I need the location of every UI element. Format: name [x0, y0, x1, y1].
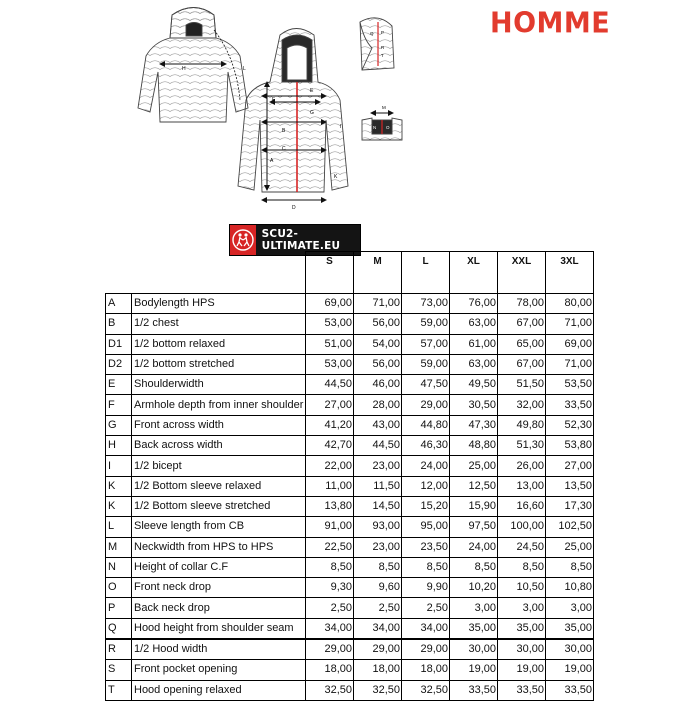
measure-value: 3,00 — [498, 598, 546, 618]
svg-text:Q: Q — [370, 31, 374, 36]
table-row — [106, 557, 594, 577]
measure-code: E — [106, 375, 132, 395]
measure-value: 8,50 — [450, 557, 498, 577]
measure-value: 71,00 — [546, 314, 594, 334]
measure-value: 13,50 — [546, 476, 594, 496]
measure-code: K — [106, 496, 132, 516]
measure-code: H — [106, 436, 132, 456]
measure-value: 18,00 — [402, 660, 450, 680]
measure-code: L — [106, 517, 132, 537]
measure-value: 29,00 — [354, 639, 402, 660]
measure-value: 12,50 — [450, 476, 498, 496]
svg-text:M: M — [382, 105, 386, 110]
measure-value: 19,00 — [498, 660, 546, 680]
header-empty-cell — [106, 252, 132, 294]
measure-value: 32,00 — [498, 395, 546, 415]
table-row — [106, 334, 594, 354]
measure-value: 8,50 — [498, 557, 546, 577]
measure-value: 32,50 — [402, 680, 450, 700]
measure-label: 1/2 bottom relaxed — [132, 334, 306, 354]
measure-value: 18,00 — [306, 660, 354, 680]
measure-value: 100,00 — [498, 517, 546, 537]
measure-value: 35,00 — [498, 618, 546, 639]
measure-value: 2,50 — [306, 598, 354, 618]
table-row — [106, 476, 594, 496]
table-row — [106, 415, 594, 435]
measure-value: 8,50 — [546, 557, 594, 577]
measure-value: 10,50 — [498, 578, 546, 598]
measure-value: 61,00 — [450, 334, 498, 354]
measure-value: 30,00 — [450, 639, 498, 660]
measure-code: Q — [106, 618, 132, 639]
measure-value: 2,50 — [402, 598, 450, 618]
table-row — [106, 598, 594, 618]
brand-logo-text: SCU2-ULTIMATE.EU — [261, 228, 341, 252]
measure-value: 15,90 — [450, 496, 498, 516]
measure-value: 95,00 — [402, 517, 450, 537]
measure-value: 56,00 — [354, 314, 402, 334]
measure-value: 19,00 — [450, 660, 498, 680]
size-header-l: L — [402, 252, 450, 294]
size-header-xxl: XXL — [498, 252, 546, 294]
measure-value: 53,80 — [546, 436, 594, 456]
measure-value: 24,00 — [402, 456, 450, 476]
measure-label: Bodylength HPS — [132, 294, 306, 314]
measure-value: 49,80 — [498, 415, 546, 435]
measure-code: M — [106, 537, 132, 557]
measure-value: 28,00 — [354, 395, 402, 415]
measure-code: R — [106, 639, 132, 660]
measure-value: 59,00 — [402, 314, 450, 334]
svg-text:G: G — [310, 110, 314, 116]
svg-text:N: N — [373, 125, 377, 130]
measure-value: 18,00 — [354, 660, 402, 680]
measure-value: 23,50 — [402, 537, 450, 557]
measure-value: 2,50 — [354, 598, 402, 618]
measure-value: 71,00 — [354, 294, 402, 314]
measure-value: 69,00 — [546, 334, 594, 354]
measure-value: 23,00 — [354, 537, 402, 557]
measure-value: 27,00 — [306, 395, 354, 415]
measure-label: Front neck drop — [132, 578, 306, 598]
size-header-m: M — [354, 252, 402, 294]
measure-value: 93,00 — [354, 517, 402, 537]
measure-value: 67,00 — [498, 314, 546, 334]
measure-value: 22,50 — [306, 537, 354, 557]
measure-value: 73,00 — [402, 294, 450, 314]
measure-value: 71,00 — [546, 354, 594, 374]
measure-value: 9,30 — [306, 578, 354, 598]
measure-value: 67,00 — [498, 354, 546, 374]
svg-text:P: P — [381, 30, 385, 35]
measure-value: 46,00 — [354, 375, 402, 395]
svg-text:R: R — [381, 45, 385, 50]
table-row — [106, 639, 594, 660]
measure-value: 57,00 — [402, 334, 450, 354]
measure-label: Hood opening relaxed — [132, 680, 306, 700]
measure-value: 97,50 — [450, 517, 498, 537]
measure-value: 59,00 — [402, 354, 450, 374]
measure-value: 41,20 — [306, 415, 354, 435]
measure-value: 25,00 — [450, 456, 498, 476]
measure-label: 1/2 Hood width — [132, 639, 306, 660]
measure-label: Sleeve length from CB — [132, 517, 306, 537]
measure-label: 1/2 bottom stretched — [132, 354, 306, 374]
measure-value: 80,00 — [546, 294, 594, 314]
measure-value: 42,70 — [306, 436, 354, 456]
measure-value: 8,50 — [306, 557, 354, 577]
measure-value: 53,50 — [546, 375, 594, 395]
measure-label: Front pocket opening — [132, 660, 306, 680]
measure-value: 35,00 — [450, 618, 498, 639]
measure-value: 32,50 — [306, 680, 354, 700]
measure-code: N — [106, 557, 132, 577]
measure-value: 34,00 — [306, 618, 354, 639]
svg-text:A: A — [270, 158, 274, 164]
svg-text:F: F — [272, 97, 276, 103]
measure-label: 1/2 Bottom sleeve relaxed — [132, 476, 306, 496]
measure-value: 12,00 — [402, 476, 450, 496]
measure-value: 32,50 — [354, 680, 402, 700]
measure-value: 29,00 — [402, 639, 450, 660]
measure-value: 8,50 — [354, 557, 402, 577]
measure-label: Shoulderwidth — [132, 375, 306, 395]
measure-value: 46,30 — [402, 436, 450, 456]
measure-value: 30,00 — [498, 639, 546, 660]
measure-value: 54,00 — [354, 334, 402, 354]
measure-value: 17,30 — [546, 496, 594, 516]
measure-value: 51,00 — [306, 334, 354, 354]
measure-value: 47,50 — [402, 375, 450, 395]
measure-value: 34,00 — [354, 618, 402, 639]
measure-label: Front across width — [132, 415, 306, 435]
measure-value: 11,50 — [354, 476, 402, 496]
svg-text:I: I — [340, 124, 342, 130]
measure-value: 63,00 — [450, 354, 498, 374]
table-row — [106, 618, 594, 639]
measure-value: 16,60 — [498, 496, 546, 516]
measure-value: 56,00 — [354, 354, 402, 374]
measure-value: 51,50 — [498, 375, 546, 395]
measure-value: 13,80 — [306, 496, 354, 516]
measure-value: 14,50 — [354, 496, 402, 516]
table-row — [106, 354, 594, 374]
measure-code: G — [106, 415, 132, 435]
table-row — [106, 660, 594, 680]
table-row — [106, 537, 594, 557]
measure-value: 15,20 — [402, 496, 450, 516]
measure-value: 3,00 — [450, 598, 498, 618]
measure-value: 65,00 — [498, 334, 546, 354]
table-row — [106, 395, 594, 415]
measure-value: 29,00 — [402, 395, 450, 415]
measure-code: D1 — [106, 334, 132, 354]
measure-code: A — [106, 294, 132, 314]
measure-code: D2 — [106, 354, 132, 374]
measure-value: 22,00 — [306, 456, 354, 476]
front-view — [238, 29, 348, 193]
measure-value: 24,50 — [498, 537, 546, 557]
measure-value: 10,80 — [546, 578, 594, 598]
measure-value: 33,50 — [546, 680, 594, 700]
measure-value: 53,00 — [306, 314, 354, 334]
measure-label: Height of collar C.F — [132, 557, 306, 577]
svg-text:D: D — [292, 205, 296, 211]
measure-label: Hood height from shoulder seam — [132, 618, 306, 639]
measure-value: 49,50 — [450, 375, 498, 395]
table-row — [106, 517, 594, 537]
measure-code: K — [106, 476, 132, 496]
page-title: HOMME — [490, 7, 611, 40]
table-row — [106, 294, 594, 314]
svg-text:B: B — [282, 128, 286, 134]
measure-value: 27,00 — [546, 456, 594, 476]
measure-label: 1/2 chest — [132, 314, 306, 334]
measure-value: 25,00 — [546, 537, 594, 557]
back-view — [138, 8, 248, 123]
measure-value: 35,00 — [546, 618, 594, 639]
measure-value: 24,00 — [450, 537, 498, 557]
measure-value: 44,80 — [402, 415, 450, 435]
svg-text:L: L — [243, 66, 246, 72]
measure-label: Neckwidth from HPS to HPS — [132, 537, 306, 557]
size-header-s: S — [306, 252, 354, 294]
table-row — [106, 375, 594, 395]
measure-value: 13,00 — [498, 476, 546, 496]
measure-label: Armhole depth from inner shoulder — [132, 395, 306, 415]
measure-label: 1/2 Bottom sleeve stretched — [132, 496, 306, 516]
measure-value: 63,00 — [450, 314, 498, 334]
measure-value: 30,50 — [450, 395, 498, 415]
measure-value: 91,00 — [306, 517, 354, 537]
svg-text:O: O — [386, 125, 390, 130]
measure-value: 51,30 — [498, 436, 546, 456]
measure-value: 10,20 — [450, 578, 498, 598]
size-chart-table — [105, 251, 594, 701]
measure-code: P — [106, 598, 132, 618]
measure-value: 8,50 — [402, 557, 450, 577]
measure-value: 11,00 — [306, 476, 354, 496]
svg-text:K: K — [334, 174, 338, 180]
measure-label: Back neck drop — [132, 598, 306, 618]
svg-text:H: H — [182, 66, 186, 72]
measure-label: 1/2 bicept — [132, 456, 306, 476]
measure-value: 33,50 — [450, 680, 498, 700]
measure-value: 19,00 — [546, 660, 594, 680]
measure-value: 30,00 — [546, 639, 594, 660]
measure-value: 3,00 — [546, 598, 594, 618]
measure-code: O — [106, 578, 132, 598]
table-row — [106, 680, 594, 700]
table-row — [106, 314, 594, 334]
measure-code: T — [106, 680, 132, 700]
svg-text:C: C — [282, 146, 286, 152]
measure-value: 102,50 — [546, 517, 594, 537]
table-row — [106, 578, 594, 598]
measure-code: S — [106, 660, 132, 680]
svg-text:E: E — [310, 88, 314, 94]
measure-value: 33,50 — [498, 680, 546, 700]
measure-code: F — [106, 395, 132, 415]
size-header-row — [106, 252, 594, 294]
measure-value: 33,50 — [546, 395, 594, 415]
measure-value: 34,00 — [402, 618, 450, 639]
measure-value: 48,80 — [450, 436, 498, 456]
measure-value: 44,50 — [354, 436, 402, 456]
measure-value: 53,00 — [306, 354, 354, 374]
table-row — [106, 496, 594, 516]
measure-value: 23,00 — [354, 456, 402, 476]
measure-value: 52,30 — [546, 415, 594, 435]
size-header-3xl: 3XL — [546, 252, 594, 294]
measure-label: Back across width — [132, 436, 306, 456]
table-row — [106, 456, 594, 476]
measure-value: 44,50 — [306, 375, 354, 395]
measure-value: 43,00 — [354, 415, 402, 435]
measure-value: 29,00 — [306, 639, 354, 660]
measure-value: 76,00 — [450, 294, 498, 314]
measure-value: 47,30 — [450, 415, 498, 435]
size-header-xl: XL — [450, 252, 498, 294]
table-row — [106, 436, 594, 456]
measure-code: I — [106, 456, 132, 476]
measure-value: 78,00 — [498, 294, 546, 314]
measure-value: 9,60 — [354, 578, 402, 598]
measure-code: B — [106, 314, 132, 334]
measure-value: 9,90 — [402, 578, 450, 598]
svg-text:T: T — [381, 53, 384, 58]
measure-value: 26,00 — [498, 456, 546, 476]
measure-value: 69,00 — [306, 294, 354, 314]
header-empty-cell — [132, 252, 306, 294]
hood-detail — [360, 18, 394, 70]
